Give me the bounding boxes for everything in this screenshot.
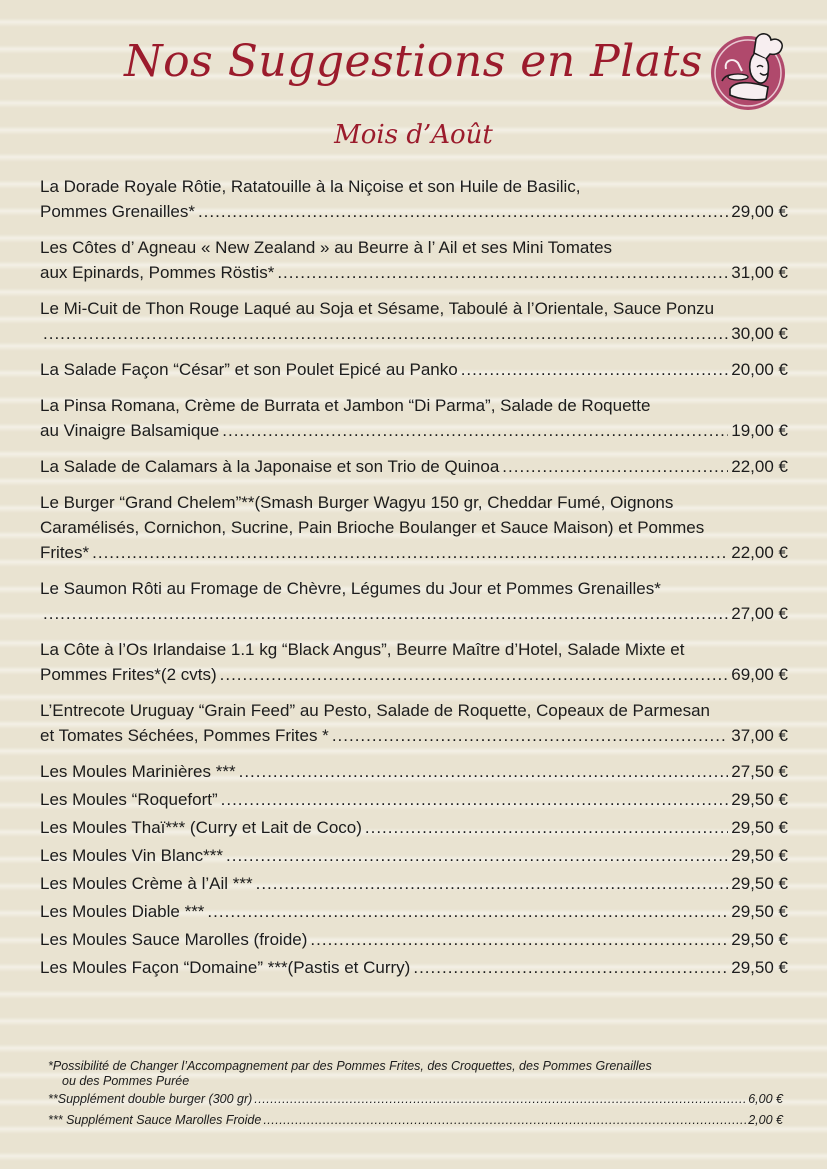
menu-item [40, 871, 788, 896]
menu-item-price-line [40, 357, 788, 382]
menu-item-price: 22,00 € [731, 543, 788, 562]
menu-item [40, 490, 788, 565]
dot-leader [502, 454, 728, 479]
menu-item-name: Les Moules Façon “Domaine” ***(Pastis et Curry) [40, 958, 411, 977]
menu-item-name: Les Moules Marinières *** [40, 762, 236, 781]
footnote-burger: **Supplément double burger (300 gr) ..... 6,00 € [48, 1089, 783, 1110]
dot-leader [43, 321, 728, 346]
menu-item-name: Frites* [40, 543, 90, 562]
footnotes [48, 1056, 783, 1131]
menu-item [40, 815, 788, 840]
menu-item [40, 843, 788, 868]
menu-item-price: 29,50 € [731, 818, 788, 837]
menu-item-price-line [40, 899, 788, 924]
menu-item-name: Les Moules Sauce Marolles (froide) [40, 930, 308, 949]
menu-item-price: 27,00 € [731, 604, 788, 623]
menu-item [40, 454, 788, 479]
page-title: Nos Suggestions en Plats [124, 36, 703, 87]
dot-leader [239, 759, 729, 784]
menu-item-price: 20,00 € [731, 360, 788, 379]
menu-item-price-line [40, 871, 788, 896]
menu-item-name: et Tomates Séchées, Pommes Frites * [40, 726, 329, 745]
menu-item-name: Les Moules Thaï*** (Curry et Lait de Coco) [40, 818, 362, 837]
menu-item-name: Les Moules Diable *** [40, 902, 205, 921]
menu-item [40, 927, 788, 952]
menu-item [40, 235, 788, 285]
dot-leader [92, 540, 728, 565]
footnote-accompagnement: *Possibilité de Changer l’Accompagnement par des Pommes Frites, des Croquettes, des Pommes Grenailles [48, 1059, 652, 1073]
menu-item-price-line [40, 723, 788, 748]
dot-leader [226, 843, 728, 868]
menu-item-name: au Vinaigre Balsamique [40, 421, 220, 440]
dot-leader [413, 955, 728, 980]
menu-item-description: Caramélisés, Cornichon, Sucrine, Pain Brioche Boulanger et Sauce Maison) et Pommes [40, 518, 705, 537]
dot-leader [221, 787, 729, 812]
menu-item-price-line [40, 787, 788, 812]
menu-item-price: 31,00 € [731, 263, 788, 282]
dot-leader [461, 357, 729, 382]
menu-item-name: Les Moules “Roquefort” [40, 790, 218, 809]
menu-item-price-line [40, 601, 788, 626]
menu-item-price-line [40, 454, 788, 479]
menu-item-description: Le Burger “Grand Chelem”**(Smash Burger Wagyu 150 gr, Cheddar Fumé, Oignons [40, 493, 674, 512]
menu-item-price-line [40, 418, 788, 443]
menu-item-description: La Dorade Royale Rôtie, Ratatouille à la Niçoise et son Huile de Basilic, [40, 177, 581, 196]
menu-item-price-line [40, 321, 788, 346]
menu-item-price: 29,50 € [731, 846, 788, 865]
menu-item-price-line [40, 843, 788, 868]
menu-item [40, 759, 788, 784]
menu-item-name: Pommes Frites*(2 cvts) [40, 665, 217, 684]
menu-item [40, 955, 788, 980]
menu-item-price: 22,00 € [731, 457, 788, 476]
menu-item-price: 29,00 € [731, 202, 788, 221]
menu-item-name: Les Moules Crème à l’Ail *** [40, 874, 253, 893]
menu-item-description: Le Mi-Cuit de Thon Rouge Laqué au Soja et Sésame, Taboulé à l’Orientale, Sauce Ponzu [40, 299, 715, 318]
menu-item-price: 29,50 € [731, 958, 788, 977]
menu-item [40, 698, 788, 748]
menu-item [40, 899, 788, 924]
dot-leader [332, 723, 728, 748]
dot-leader [263, 1110, 746, 1131]
menu-item-price: 27,50 € [731, 762, 788, 781]
menu-item-price-line [40, 927, 788, 952]
footnote-marolles: *** Supplément Sauce Marolles Froide ..... 2,00 € [48, 1110, 783, 1131]
dot-leader [254, 1089, 746, 1110]
menu-item-price-line [40, 955, 788, 980]
dot-leader [365, 815, 728, 840]
dish-list [40, 174, 788, 983]
dot-leader [277, 260, 728, 285]
menu-item-price-line [40, 662, 788, 687]
menu-item-price: 19,00 € [731, 421, 788, 440]
menu-item-price: 69,00 € [731, 665, 788, 684]
page-subtitle: Mois d’Août [334, 120, 493, 150]
menu-item [40, 296, 788, 346]
menu-item-price: 30,00 € [731, 324, 788, 343]
menu-item [40, 393, 788, 443]
menu-item [40, 174, 788, 224]
menu-item-price: 29,50 € [731, 902, 788, 921]
menu-item-description: Le Saumon Rôti au Fromage de Chèvre, Légumes du Jour et Pommes Grenailles* [40, 579, 661, 598]
menu-item-price-line [40, 199, 788, 224]
dot-leader [43, 601, 728, 626]
menu-item-price: 29,50 € [731, 790, 788, 809]
menu-item-name: aux Epinards, Pommes Röstis* [40, 263, 275, 282]
dot-leader [207, 899, 728, 924]
menu-item [40, 637, 788, 687]
menu-item-price-line [40, 815, 788, 840]
dot-leader [220, 662, 729, 687]
menu-item-description: La Côte à l’Os Irlandaise 1.1 kg “Black Angus”, Beurre Maître d’Hotel, Salade Mixte et [40, 640, 685, 659]
dot-leader [310, 927, 728, 952]
menu-item-price: 29,50 € [731, 874, 788, 893]
menu-item-name: La Salade Façon “César” et son Poulet Epicé au Panko [40, 360, 458, 379]
menu-item-name: Pommes Grenailles* [40, 202, 195, 221]
menu-item [40, 357, 788, 382]
dot-leader [256, 871, 729, 896]
dot-leader [222, 418, 728, 443]
menu-item-name: La Salade de Calamars à la Japonaise et son Trio de Quinoa [40, 457, 500, 476]
menu-item-price-line [40, 759, 788, 784]
menu-item-price-line [40, 260, 788, 285]
menu-item-price: 37,00 € [731, 726, 788, 745]
menu-item-description: L’Entrecote Uruguay “Grain Feed” au Pesto, Salade de Roquette, Copeaux de Parmesan [40, 701, 711, 720]
menu-item-description: Les Côtes d’ Agneau « New Zealand » au Beurre à l’ Ail et ses Mini Tomates [40, 238, 613, 257]
menu-item [40, 576, 788, 626]
menu-item-description: La Pinsa Romana, Crème de Burrata et Jambon “Di Parma”, Salade de Roquette [40, 396, 651, 415]
chef-icon [708, 31, 796, 111]
menu-item-price-line [40, 540, 788, 565]
footnote-accompagnement-cont: ou des Pommes Purée [62, 1074, 190, 1088]
menu-item-name: Les Moules Vin Blanc*** [40, 846, 224, 865]
dot-leader [198, 199, 728, 224]
menu-item [40, 787, 788, 812]
menu-item-price: 29,50 € [731, 930, 788, 949]
